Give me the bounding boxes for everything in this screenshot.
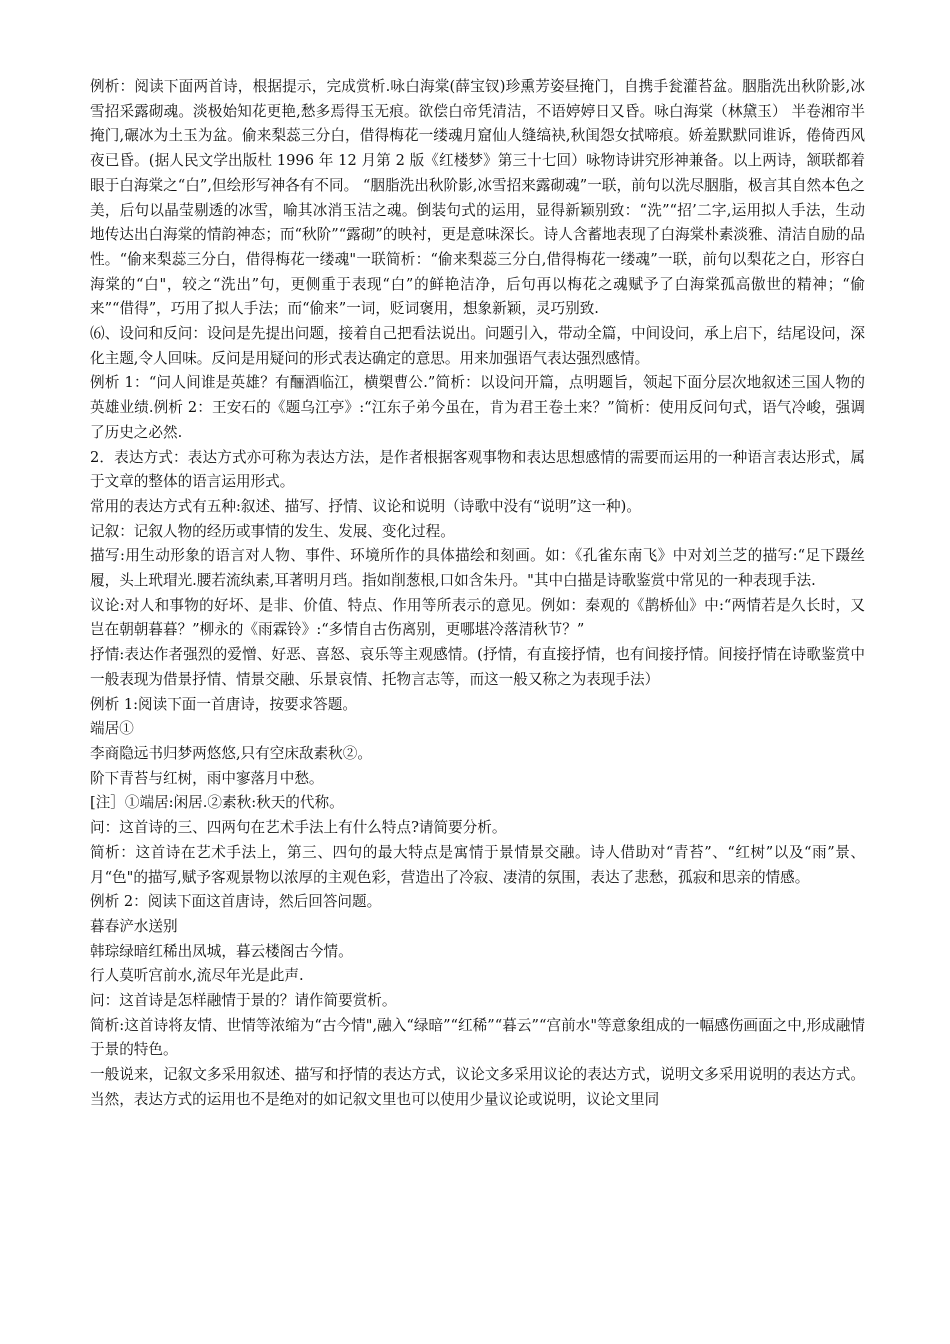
paragraph-five-modes: 常用的表达方式有五种:叙述、描写、抒情、议论和说明（诗歌中没有“说明”这一种)。: [90, 497, 641, 515]
poem-1-title: 端居①: [90, 720, 134, 738]
poem-1-question: 问：这首诗的三、四两句在艺术手法上有什么特点?请简要分析。: [90, 819, 507, 837]
paragraph-argument: 议论:对人和事物的好坏、是非、价值、特点、作用等所表示的意见。例如：秦观的《鹊桥仙》中:“两情若是久长时，又岂在朝朝暮暮？”柳永的《雨霖铃》:“多情自古伤离别，更哪堪冷落清秋节？”: [90, 596, 865, 639]
paragraph-lyric: 抒情:表达作者强烈的爱憎、好恶、喜怒、哀乐等主观感情。(抒情，有直接抒情，也有间接抒情。间接抒情在诗歌鉴赏中一般表现为借景抒情、情景交融、乐景哀情、托物言志等，而这一般又称之为表现手法）: [90, 646, 865, 688]
poem-2-title: 暮春浐水送别: [90, 917, 178, 935]
poem-1-notes: [注］①端居:闲居.②素秋:秋天的代称。: [90, 794, 344, 812]
paragraph-question-examples: 例析 1：“问人间谁是英雄？有酾酒临江，横槊曹公.”简析：以设问开篇，点明题旨，领起下面分层次地叙述三国人物的英雄业绩.例析 2：王安石的《题乌江亭》:“江东子弟今虽在，肯为君王卷土来？”简析：使用反问句式，语气冷峻，强调了历史之必然.: [90, 374, 865, 441]
paragraph-example-1-intro: 例析 1:阅读下面一首唐诗，按要求答题。: [90, 695, 357, 713]
poem-1-analysis: 简析：这首诗在艺术手法上，第三、四句的最大特点是寓情于景情景交融。诗人借助对“青苔”、“红树”以及“雨”景、月“色"的描写,赋予客观景物以浓厚的主观色彩，营造出了冷寂、凄清的氛围，表达了悲愁，孤寂和思亲的情感。: [90, 843, 865, 886]
poem-2-line-1: 韩琮绿暗红稀出凤城，暮云楼阁古今情。: [90, 942, 353, 960]
paragraph-narration: 记叙：记叙人物的经历或事情的发生、发展、变化过程。: [90, 522, 455, 540]
paragraph-rhetorical-question: ⑹、设问和反问：设问是先提出问题，接着自己把看法说出。问题引入，带动全篇，中间设问，承上启下，结尾设问，深化主题,令人回味。反问是用疑问的形式表达确定的意思。用来加强语气表达强烈感情。: [90, 325, 865, 367]
poem-1-line-2: 阶下青苔与红树，雨中寥落月中愁。: [90, 769, 324, 787]
paragraph-appreciation-example: 例析：阅读下面两首诗，根据提示，完成赏析.咏白海棠(薛宝钗)珍熏芳姿昼掩门，自携手瓮灌苔盆。胭脂洗出秋阶影,冰雪招采露砌魂。淡极始知花更艳,愁多焉得玉无痕。欲偿白帝凭清洁，不语婷婷日又昏。咏白海棠（林黛玉） 半卷湘帘半掩门,碾冰为土玉为盆。偷来梨蕊三分白，借得梅花一缕魂月窟仙人缝缟袂,秋闺怨女拭啼痕。娇羞默默同谁诉，倦倚西风夜已昏。(据人民文学出版杜 1996 年 12 月第 2 版《红楼梦》第三十七回）咏物诗讲究形神兼备。以上两诗，颔联都着眼于白海棠之“白”,但绘形写神各有不同。 “胭脂洗出秋阶影,冰雪招来露砌魂”一联，前句以洗尽胭脂，极言其自然本色之美，后句以晶莹剔透的冰雪，喻其冰消玉洁之魂。倒装句式的运用，显得新颖别致：“洗”“招’二字,运用拟人手法，生动地传达出白海棠的情韵神态；而“秋阶”“露砌”的映衬，更是意味深长。诗人含蓄地表现了白海棠朴素淡雅、清洁自励的品性。“偷来梨蕊三分白，借得梅花一缕魂"一联简析：“偷来梨蕊三分白,借得梅花一缕魂”一联，前句以梨花之白，形容白海棠的“白"，较之“洗出”句，更侧重于表现“白”的鲜艳洁净，后句再以梅花之魂赋予了白海棠孤高傲世的精神；“偷来”“借得”，巧用了拟人手法；而“偷来”一词，贬词褒用，想象新颖，灵巧别致.: [90, 78, 865, 318]
paragraph-expression-modes: 2．表达方式：表达方式亦可称为表达方法，是作者根据客观事物和表达思想感情的需要而运用的一种语言表达形式，属于文章的整体的语言运用形式。: [90, 448, 865, 491]
poem-1-line-1: 李商隐远书归梦两悠悠,只有空床敌素秋②。: [90, 744, 372, 762]
poem-2-line-2: 行人莫听宫前水,流尽年光是此声.: [90, 967, 304, 985]
body-text: [90, 75, 865, 1113]
poem-2-question: 问：这首诗是怎样融情于景的？请作简要赏析。: [90, 992, 397, 1010]
poem-2-analysis: 简析:这首诗将友情、世情等浓缩为“古今情",融入“绿暗”“红稀”“暮云”“宫前水"等意象组成的一幅感伤画面之中,形成融情于景的特色。: [90, 1016, 865, 1059]
paragraph-example-2-intro: 例析 2：阅读下面这首唐诗，然后回答问题。: [90, 893, 382, 911]
paragraph-description: 描写:用生动形象的语言对人物、事件、环境所作的具体描绘和刻画。如：《孔雀东南飞》中对刘兰芝的描写:“足下蹑丝履，头上玳瑁光.腰若流纨素,耳著明月珰。指如削葱根,口如含朱丹。"其中白描是诗歌鉴赏中常见的一种表现手法.: [90, 547, 865, 590]
paragraph-general-summary: 一般说来，记叙文多采用叙述、描写和抒情的表达方式，议论文多采用议论的表达方式，说明文多采用说明的表达方式。当然，表达方式的运用也不是绝对的如记叙文里也可以使用少量议论或说明，议论文里同: [90, 1066, 865, 1108]
